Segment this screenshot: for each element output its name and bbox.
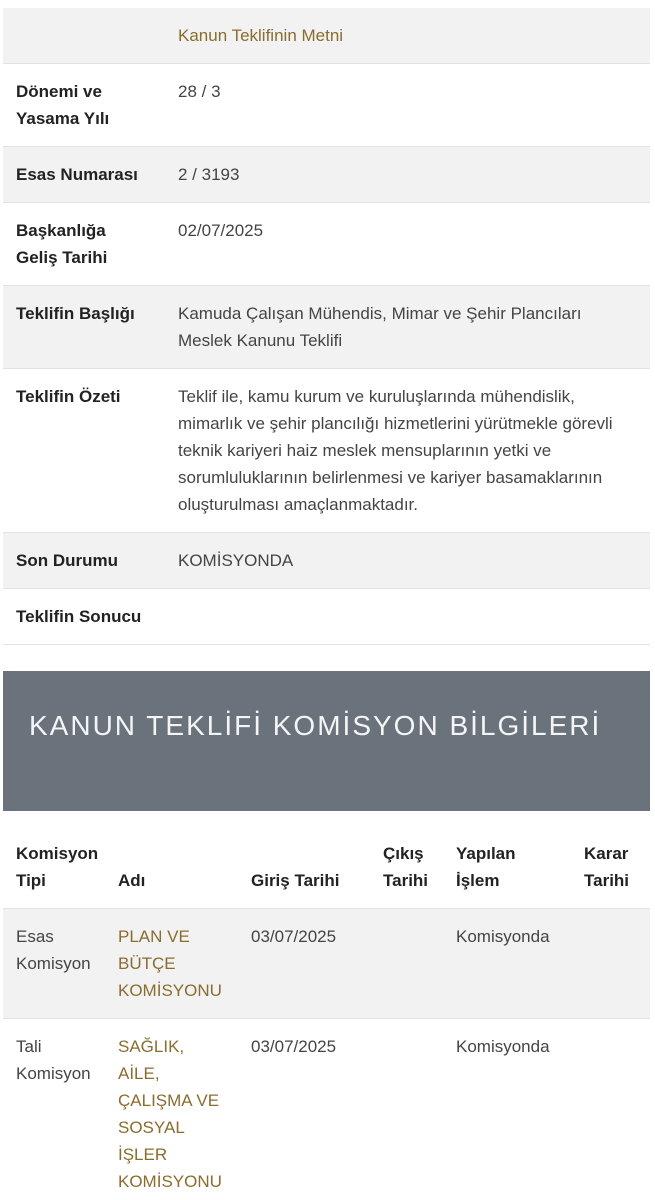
col-header-decision-date: Karar Tarihi [578,827,650,909]
cell-decision-date [578,909,650,1019]
cell-exit-date [377,1019,450,1200]
info-row-title [3,286,650,369]
info-value: Kamuda Çalışan Mühendis, Mimar ve Şehir Plancıları Meslek Kanunu Teklifi [165,286,650,369]
commission-title: KANUN TEKLİFİ KOMİSYON BİLGİLERİ [29,710,602,741]
commission-header [3,671,650,811]
info-value: KOMİSYONDA [165,533,650,589]
cell-type: Esas Komisyon [3,909,112,1019]
cell-entry-date: 03/07/2025 [245,909,377,1019]
cell-type: Tali Komisyon [3,1019,112,1200]
info-row-basis-number [3,147,650,203]
info-row-status [3,533,650,589]
info-row-result [3,589,650,645]
col-header-exit-date: Çıkış Tarihi [377,827,450,909]
cell-action: Komisyonda [450,909,578,1019]
cell-decision-date [578,1019,650,1200]
info-row-summary [3,369,650,533]
info-value: 02/07/2025 [165,203,650,286]
bill-text-link[interactable]: Kanun Teklifinin Metni [178,26,344,45]
info-label: Son Durumu [3,533,165,589]
info-row-arrival-date [3,203,650,286]
info-row-term [3,64,650,147]
bill-info-table [3,8,650,645]
commission-name-link[interactable]: SAĞLIK, AİLE, ÇALIŞMA VE SOSYAL İŞLER KOMİSYONU [118,1037,222,1191]
commission-header-row [3,827,650,909]
commission-name-link[interactable]: PLAN VE BÜTÇE KOMİSYONU [118,927,222,1000]
info-row-text-link [3,8,650,64]
table-row [3,909,650,1019]
info-label: Esas Numarası [3,147,165,203]
info-label: Teklifin Özeti [3,369,165,533]
info-value [165,8,650,64]
cell-exit-date [377,909,450,1019]
info-label: Teklifin Başlığı [3,286,165,369]
info-label: Teklifin Sonucu [3,589,165,645]
info-label: Başkanlığa Geliş Tarihi [3,203,165,286]
bill-info-section [3,8,650,645]
cell-entry-date: 03/07/2025 [245,1019,377,1200]
col-header-action: Yapılan İşlem [450,827,578,909]
col-header-name: Adı [112,827,245,909]
info-value: Teklif ile, kamu kurum ve kuruluşlarında mühendislik, mimarlık ve şehir plancılığı hizmetlerini yürütmekle görevli teknik kariyeri haiz meslek mensuplarının yetki ve sorumluluklarının belirlenmesi ve kariyer basamaklarının oluşturulması amaçlanmaktadır. [165,369,650,533]
table-row [3,1019,650,1200]
commission-table [3,827,650,1200]
col-header-type: Komisyon Tipi [3,827,112,909]
cell-action: Komisyonda [450,1019,578,1200]
col-header-entry-date: Giriş Tarihi [245,827,377,909]
info-label-empty [3,8,165,64]
info-value: 28 / 3 [165,64,650,147]
info-label: Dönemi ve Yasama Yılı [3,64,165,147]
info-value [165,589,650,645]
info-value: 2 / 3193 [165,147,650,203]
commission-section [3,827,650,1200]
